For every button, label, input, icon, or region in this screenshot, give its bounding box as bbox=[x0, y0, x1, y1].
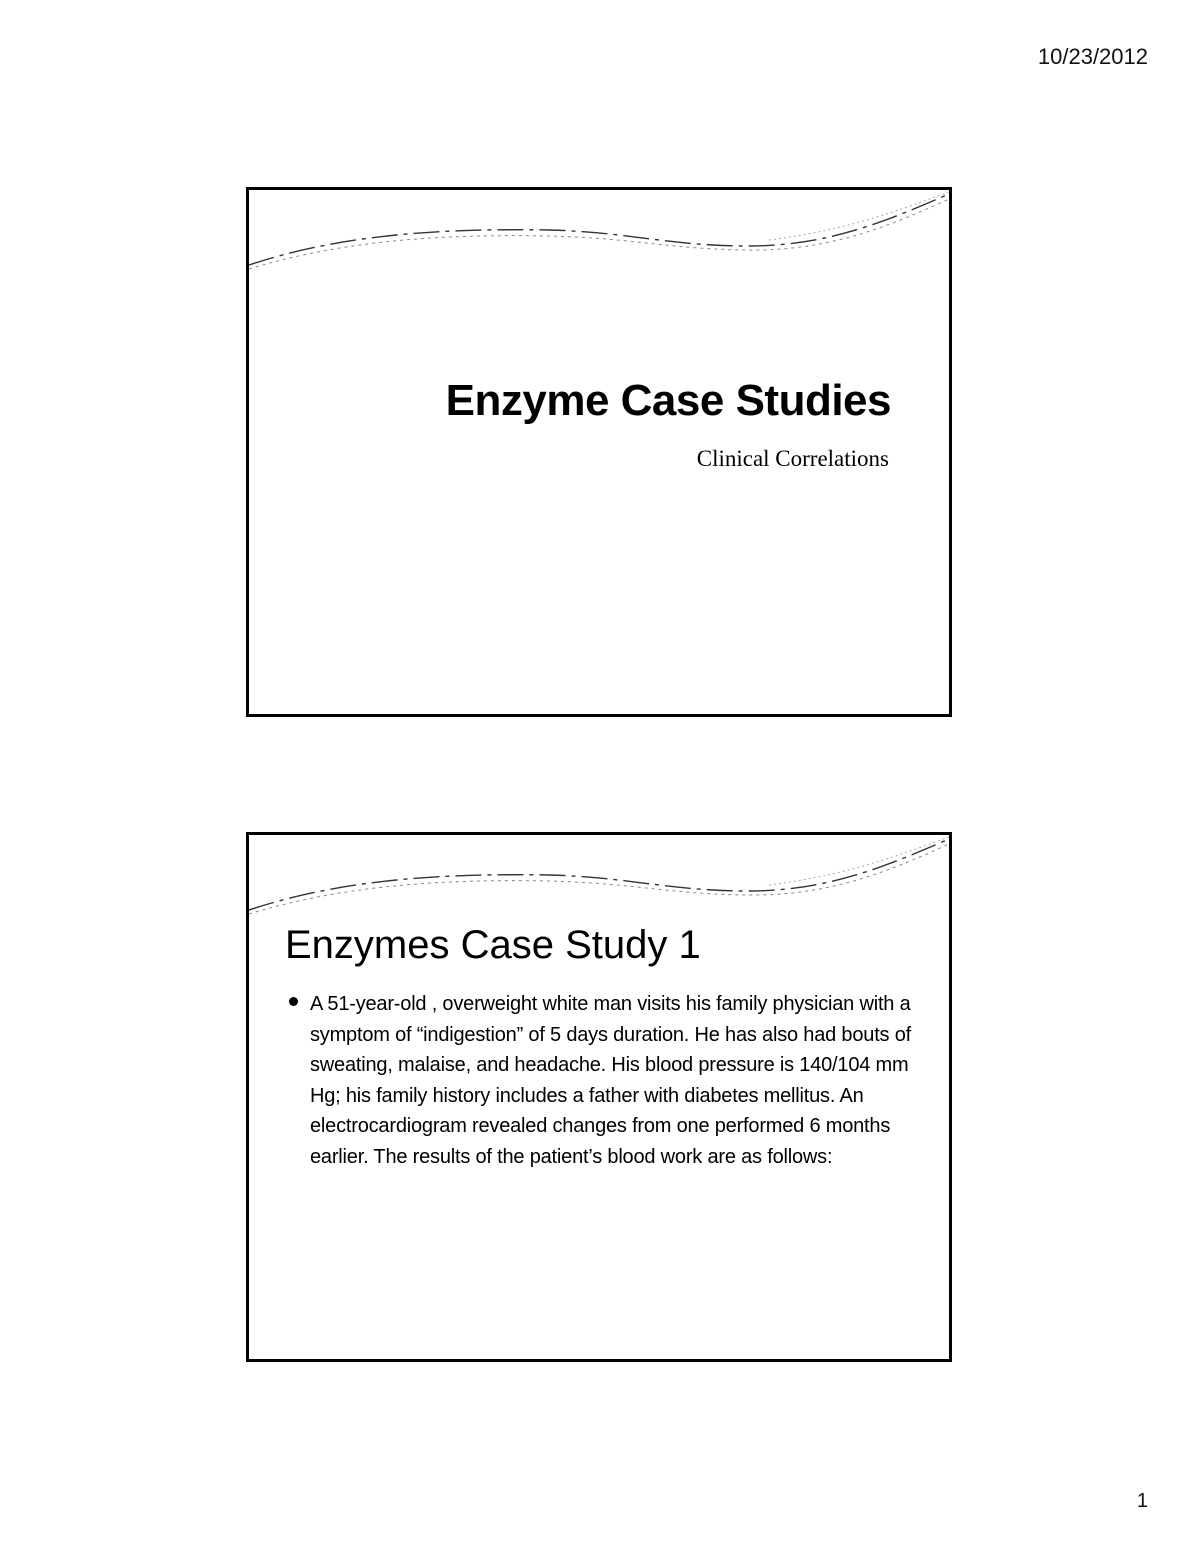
slide-title: Enzyme Case Studies bbox=[445, 376, 891, 425]
slide-thumbnail-2 bbox=[246, 832, 952, 1362]
bullet-icon bbox=[289, 997, 298, 1006]
slide-subtitle: Clinical Correlations bbox=[696, 446, 889, 471]
slide-title: Enzymes Case Study 1 bbox=[285, 923, 701, 967]
bullet-text: A 51-year-old , overweight white man visits his family physician with a symptom of “indigestion” of 5 days duration. He has also had bouts of sweating, malaise, and headache. His blood pressure is 140/104 mm Hg; his family history includes a father with diabetes mellitus. An electrocardiogram revealed changes from one performed 6 months earlier. The results of the patient’s blood work are as follows: bbox=[310, 993, 911, 1168]
page-number: 1 bbox=[1136, 1490, 1148, 1512]
slide-thumbnail-1 bbox=[246, 187, 952, 717]
header-date: 10/23/2012 bbox=[1037, 44, 1148, 69]
decorative-wave-icon bbox=[249, 835, 949, 925]
decorative-wave-icon bbox=[249, 190, 949, 280]
bullet-item bbox=[289, 989, 919, 1172]
